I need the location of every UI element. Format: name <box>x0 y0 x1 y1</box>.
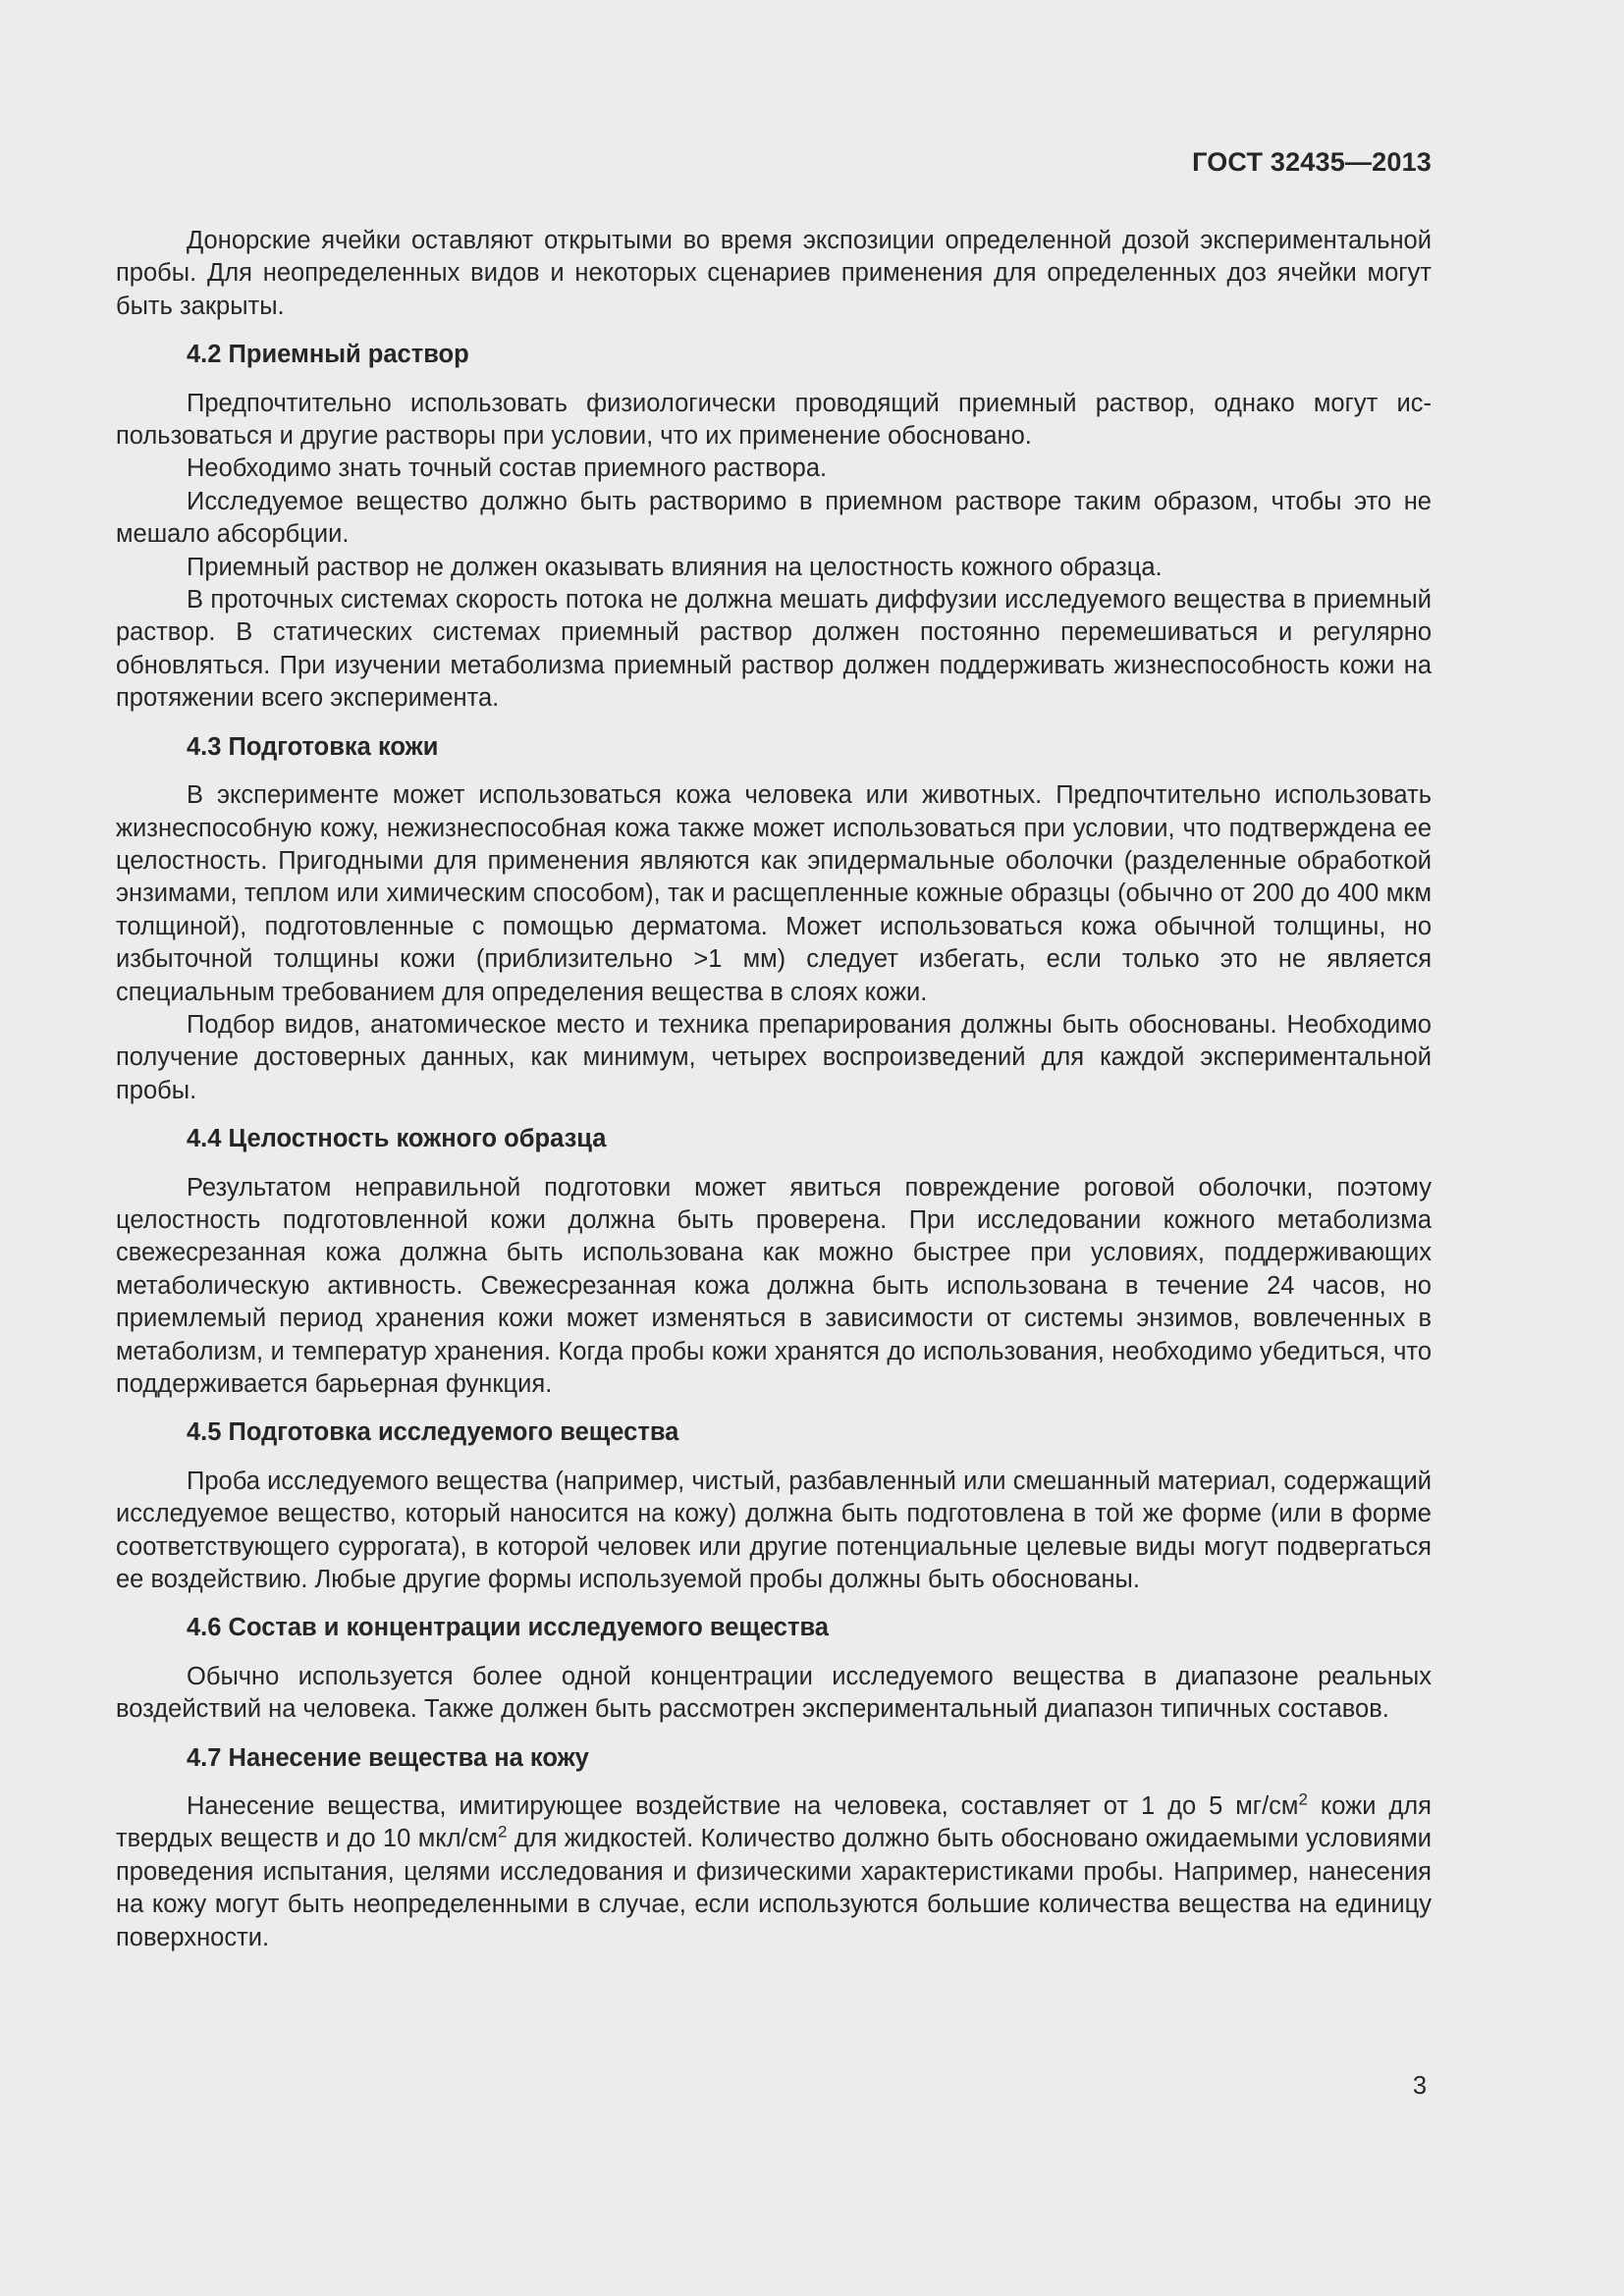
superscript: 2 <box>497 1822 508 1842</box>
section-4-2-title: 4.2 Приемный раствор <box>187 341 469 369</box>
section-4-3-paragraph: В эксперименте может использоваться кожа человека или животных. Предпочтительно использовать жизнеспособную кожу, нежизнеспособная кожа также может использоваться при условии, что подтверждена ее целостность. Пригодными для применения являются как эпидермальные оболочки (разделенные обработкой энзимами, теплом или химическим способом), так и расщепленные кожные образцы (обычно от 200 до 400 мкм толщиной), подготовленные с помощью дерматома. Может использоваться кожа обычной толщины, но избыточной толщины кожи (приблизительно >1 мм) следует избегать, если только это не является специальным требованием для определения вещества в слоях кожи. <box>116 781 1432 1006</box>
section-4-3-paragraph: Подбор видов, анатомическое место и техника препарирования должны быть обоснованы. Необходимо получение достоверных данных, как минимум, четырех воспроизведений для каждой экспериментальной пробы. <box>116 1010 1432 1104</box>
text-fragment: Нанесение вещества, имитирующее воздействие на человека, составляет от 1 до 5 мг/см <box>187 1792 1299 1821</box>
section-4-6-paragraph: Обычно используется более одной концентрации исследуемого вещества в диапазоне реальных воздействий на человека. Также должен быть рассмотрен экспериментальный диапазон типичных составов. <box>116 1662 1432 1724</box>
section-4-5-title: 4.5 Подготовка исследуемого вещества <box>187 1418 679 1447</box>
superscript: 2 <box>1298 1789 1308 1809</box>
text-fragment: кожи для твердых веществ и до 10 мкл/см <box>116 1792 1432 1853</box>
section-4-3-title: 4.3 Подготовка кожи <box>187 732 439 761</box>
section-4-5-paragraph: Проба исследуемого вещества (например, чистый, разбавленный или смешанный материал, содержащий исследуемое вещество, который наносится на кожу) должна быть подготовлена в той же форме (или в форме соответствующего суррогата), в которой человек или другие потенциальные целевые виды могут подвергаться ее воздействию. Любые другие формы используемой пробы должны быть обоснованы. <box>116 1467 1432 1594</box>
section-4-2-paragraph: Необходимо знать точный состав приемного раствора. <box>187 454 828 483</box>
section-4-2-paragraph: Исследуемое вещество должно быть растворимо в приемном растворе таким образом, чтобы это не мешало абсорбции. <box>116 487 1432 549</box>
section-4-4-title: 4.4 Целостность кожного образца <box>187 1125 607 1153</box>
section-4-7-title: 4.7 Нанесение вещества на кожу <box>187 1743 589 1772</box>
section-4-4-paragraph: Результатом неправильной подготовки может явиться повреждение роговой оболочки, поэтому целостность подготовленной кожи должна быть проверена. При исследовании кожного метаболизма свежесрезанная кожа должна быть использована как можно быстрее при условиях, поддерживающих метаболическую активность. Свежесрезанная кожа должна быть использована в течение 24 часов, но приемлемый период хранения кожи может изменяться в зависимости от системы энзимов, вовлеченных в метаболизм, и температур хранения. Когда пробы кожи хранятся до использования, необходимо убедиться, что поддерживается барьерная функция. <box>116 1173 1432 1398</box>
intro-paragraph: Донорские ячейки оставляют открытыми во время экспозиции определенной дозой экспериментальной пробы. Для неопределенных видов и некоторых сценариев применения для определенных доз ячейки могут быть закрыты. <box>116 227 1432 320</box>
section-4-2-paragraph: В проточных системах скорость потока не должна мешать диффузии исследуемого вещества в приемный раствор. В статических системах приемный раствор должен постоянно перемешиваться и регулярно обновляться. При изучении метаболизма приемный раствор должен поддерживать жизнеспособность кожи на протяжении всего эксперимента. <box>116 586 1432 713</box>
section-4-2-paragraph: Предпочтительно использовать физиологически проводящий приемный раствор, однако могут использоваться и другие растворы при условии, что их применение обосновано. <box>116 389 1432 451</box>
section-4-7-paragraph <box>116 1790 1432 1954</box>
section-4-6-title: 4.6 Состав и концентрации исследуемого вещества <box>187 1614 829 1642</box>
text-fragment: для жидкостей. Количество должно быть обосновано ожидаемыми условиями проведения испытания, целями исследования и физическими характеристиками пробы. Например, нанесения на кожу могут быть неопределенными в случае, если используются большие количества вещества на единицу поверхности. <box>116 1825 1432 1951</box>
document-id-header: ГОСТ 32435—2013 <box>1192 147 1432 177</box>
document-body <box>116 225 1432 1954</box>
section-4-2-paragraph: Приемный раствор не должен оказывать влияния на целостность кожного образца. <box>187 553 1163 581</box>
page-number: 3 <box>1412 2072 1427 2100</box>
